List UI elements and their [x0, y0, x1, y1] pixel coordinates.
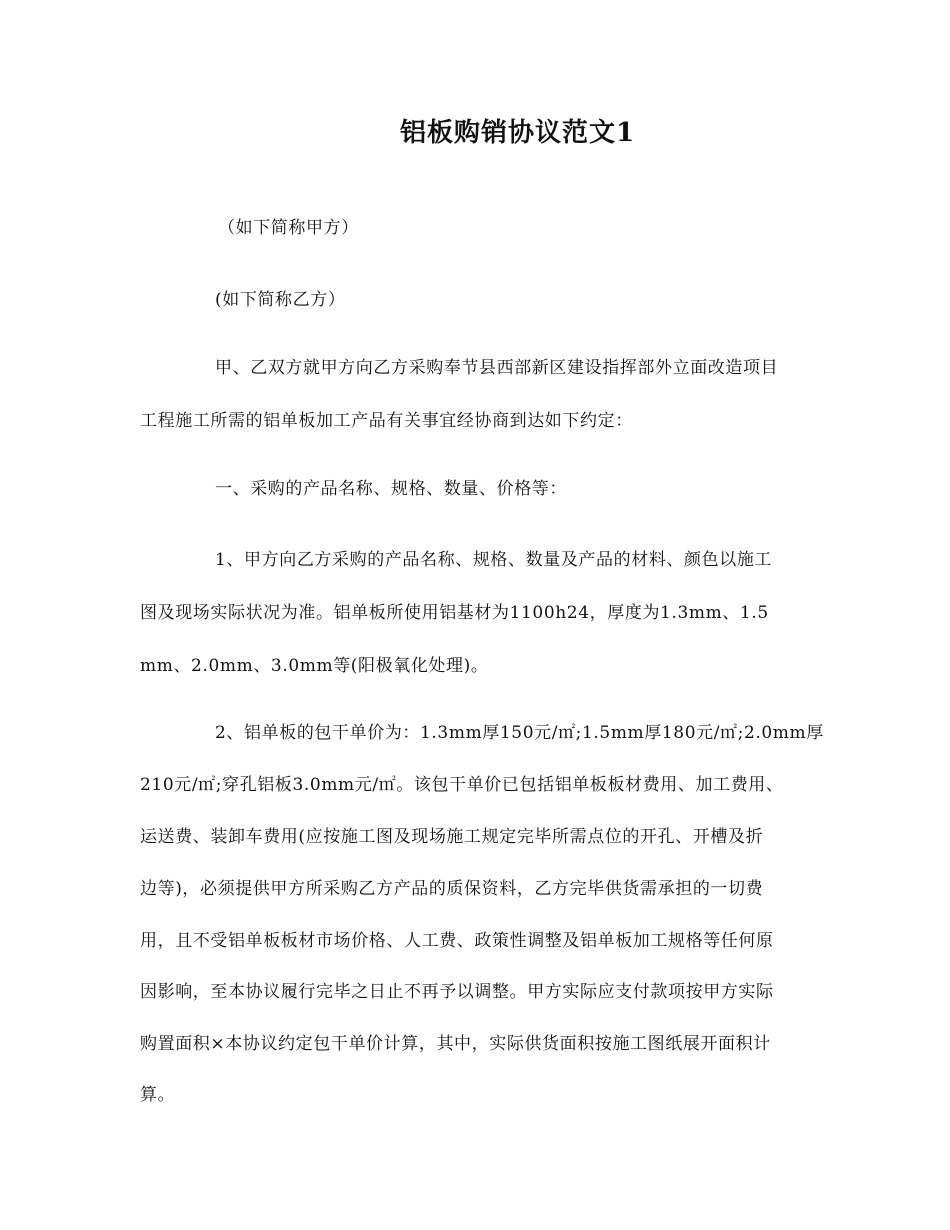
paragraph-line: 图及现场实际状况为准。铝单板所使用铝基材为1100h24，厚度为1.3mm、1.5 — [140, 603, 769, 623]
paragraph-line: 工程施工所需的铝单板加工产品有关事宜经协商到达如下约定： — [140, 411, 633, 431]
paragraph-line: 运送费、装卸车费用(应按施工图及现场施工规定完毕所需点位的开孔、开槽及折 — [140, 827, 764, 847]
paragraph-line: 210元/㎡;穿孔铝板3.0mm元/㎡。该包干单价已包括铝单板板材费用、加工费用、 — [140, 775, 784, 795]
paragraph-line: 用，且不受铝单板板材市场价格、人工费、政策性调整及铝单板加工规格等任何原 — [140, 931, 774, 951]
paragraph-line: mm、2.0mm、3.0mm等(阳极氧化处理)。 — [140, 656, 489, 676]
paragraph-line: 甲、乙双方就甲方向乙方采购奉节县西部新区建设指挥部外立面改造项目 — [215, 358, 779, 378]
paragraph-line: 因影响，至本协议履行完毕之日止不再予以调整。甲方实际应支付款项按甲方实际 — [140, 982, 774, 1002]
paragraph-line: 算。 — [140, 1085, 176, 1105]
party-b-line: (如下简称乙方） — [215, 290, 346, 310]
document-title: 铝板购销协议范文1 — [400, 118, 636, 148]
paragraph-line: 购置面积×本协议约定包干单价计算，其中，实际供货面积按施工图纸展开面积计 — [140, 1034, 771, 1054]
paragraph-line: 边等)，必须提供甲方所采购乙方产品的质保资料，乙方完毕供货需承担的一切费 — [140, 879, 764, 899]
party-a-line: （如下简称甲方） — [218, 218, 359, 238]
section-heading: 一、采购的产品名称、规格、数量、价格等： — [215, 479, 567, 499]
paragraph-line: 1、甲方向乙方采购的产品名称、规格、数量及产品的材料、颜色以施工 — [215, 550, 773, 570]
paragraph-line: 2、铝单板的包干单价为：1.3mm厚150元/㎡;1.5mm厚180元/㎡;2.0mm厚 — [215, 723, 824, 743]
